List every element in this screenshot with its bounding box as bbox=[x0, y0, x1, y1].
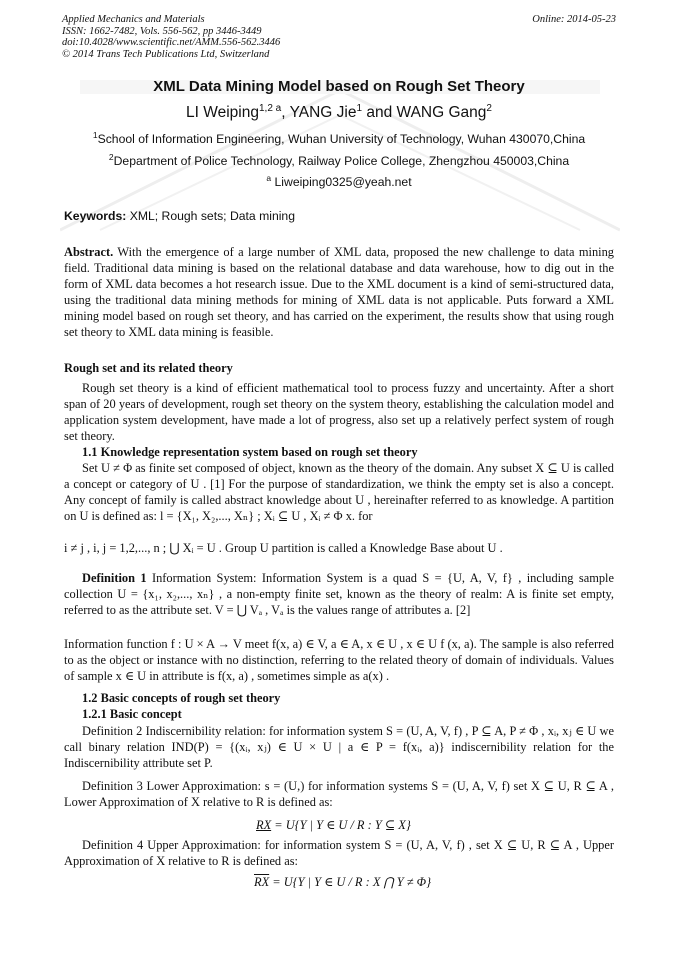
email bbox=[60, 173, 618, 189]
author-separator: , bbox=[281, 104, 290, 122]
lower-approximation-formula bbox=[256, 817, 411, 833]
abstract-label: Abstract. bbox=[64, 245, 114, 259]
paper-title: XML Data Mining Model based on Rough Set Theory bbox=[153, 78, 525, 95]
definition-1-text: Information System: Information System is a quad S = {U, A, V, f} , including sample collection U = {x₁, x₂,..., xₙ} , a non-empty finite set, known as the theory of realm: A is finite set empty, referred to as the attribute set. V = ⋃ Vₐ , Vₐ is the values range of attributes a. [2] bbox=[64, 571, 614, 617]
upper-approx-rhs: = U{Y | Y ∈ U / R : X ⋂ Y ≠ Φ} bbox=[269, 875, 432, 889]
affiliation-1-text: School of Information Engineering, Wuhan University of Technology, Wuhan 430070,China bbox=[97, 132, 586, 147]
author-2: YANG Jie bbox=[289, 104, 357, 122]
email-text: Liweiping0325@yeah.net bbox=[274, 175, 412, 190]
author-2-sup: 1 bbox=[356, 103, 363, 114]
copyright: © 2014 Trans Tech Publications Ltd, Switzerland bbox=[62, 48, 270, 60]
author-1-sup: 1,2 a bbox=[258, 103, 282, 114]
paragraph-knowledge-cont: i ≠ j , i, j = 1,2,..., n ; ⋃ Xᵢ = U . Group U partition is called a Knowledge Base about U . bbox=[64, 541, 503, 555]
affiliation-2 bbox=[60, 152, 618, 168]
subsection-1-1: 1.1 Knowledge representation system based on rough set theory bbox=[82, 445, 418, 459]
definition-1-cont: Information function f : U × A → V meet f(x, a) ∈ V, a ∈ A, x ∈ U , x ∈ U f (x, a). The sample is also referred to as the object or instance with no distinction, referring to the related theory of domain of individuals. Values of sample x ∈ U in attribute is f(x, a) , sometimes simple as a(x) . bbox=[64, 637, 614, 683]
online-date: Online: 2014-05-23 bbox=[532, 14, 616, 25]
keywords-label: Keywords: bbox=[64, 209, 127, 223]
definition-3: Definition 3 Lower Approximation: s = (U,) for information systems S = (U, A, V, f) set X ⊆ U, R ⊆ A , Lower Approximation of X relative to R is defined as: bbox=[64, 779, 614, 809]
affiliation-1 bbox=[60, 130, 618, 146]
definition-1-label: Definition 1 bbox=[82, 571, 147, 585]
lower-approx-rhs: = U{Y | Y ∈ U / R : Y ⊆ X} bbox=[271, 818, 411, 832]
abstract bbox=[64, 244, 614, 340]
keywords-text: XML; Rough sets; Data mining bbox=[126, 209, 295, 223]
journal-header bbox=[62, 14, 280, 60]
affiliation-2-sup: 2 bbox=[108, 152, 114, 162]
definition-4: Definition 4 Upper Approximation: for information system S = (U, A, V, f) , set X ⊆ U, R ⊆ A , Upper Approximation of X relative to R is defined as: bbox=[64, 838, 614, 868]
abstract-text: With the emergence of a large number of XML data, proposed the new challenge to data mining field. Traditional data mining is based on the relational database and data warehouse, how to dig out in the form of XML data becomes a hot research issue. Due to the XML document is a kind of semi-structured data, using the traditional data mining methods for mining of XML data is not applicable. Puts forward a XML mining model based on rough set theory, and has carried on the experiment, the results show that using rough set theory to XML data mining is feasible. bbox=[64, 245, 614, 339]
lower-approx-lhs: RX bbox=[256, 818, 272, 832]
subsection-1-2: 1.2 Basic concepts of rough set theory bbox=[82, 691, 281, 705]
definition-2: Definition 2 Indiscernibility relation: for information system S = (U, A, V, f) , P ⊆ A, P ≠ Φ , xᵢ, xⱼ ∈ U we call binary relation IND(P) = {(xᵢ, xⱼ) ∈ U × U | a ∈ P = f(xᵢ, a)} indiscernibility relation for the Indiscernibility attribute set P. bbox=[64, 724, 614, 770]
author-line bbox=[60, 103, 618, 122]
upper-approx-lhs: $\overline{RX}$ bbox=[254, 875, 270, 889]
subsection-1-2-1: 1.2.1 Basic concept bbox=[82, 707, 182, 721]
affiliation-1-sup: 1 bbox=[92, 130, 98, 140]
section-heading: Rough set and its related theory bbox=[64, 361, 233, 375]
issn: ISSN: 1662-7482, Vols. 556-562, pp 3446-3449 bbox=[62, 25, 262, 37]
affiliation-2-text: Department of Police Technology, Railway Police College, Zhengzhou 450003,China bbox=[113, 154, 570, 169]
author-1: LI Weiping bbox=[186, 104, 259, 122]
doi: doi:10.4028/www.scientific.net/AMM.556-562.3446 bbox=[62, 37, 281, 49]
paragraph-knowledge: Set U ≠ Φ as finite set composed of object, known as the theory of the domain. Any subset X ⊆ U is called a concept or category of U . [1] For the purpose of standardization, we think the empty set is also a concept. Any concept of family is called abstract knowledge about U , hereinafter referred to as knowledge. A partition on U is defined as: l = {X₁, X₂,..., Xₙ} ; Xᵢ ⊆ U , Xᵢ ≠ Φ x. for bbox=[64, 461, 614, 523]
author-separator: and bbox=[362, 104, 397, 122]
author-3: WANG Gang bbox=[396, 104, 487, 122]
definition-1 bbox=[64, 570, 614, 618]
keywords bbox=[64, 208, 614, 224]
upper-approximation-formula bbox=[254, 874, 431, 890]
email-sup: a bbox=[266, 173, 272, 183]
author-3-sup: 2 bbox=[486, 103, 492, 114]
paragraph-intro: Rough set theory is a kind of efficient mathematical tool to process fuzzy and uncertainty. After a short span of 20 years of development, rough set theory on the system theory, establishing the calculation model and application system development, have made a lot of progress, also set up a relatively perfect system of rough set theory. bbox=[64, 381, 614, 443]
journal-name: Applied Mechanics and Materials bbox=[62, 14, 205, 25]
